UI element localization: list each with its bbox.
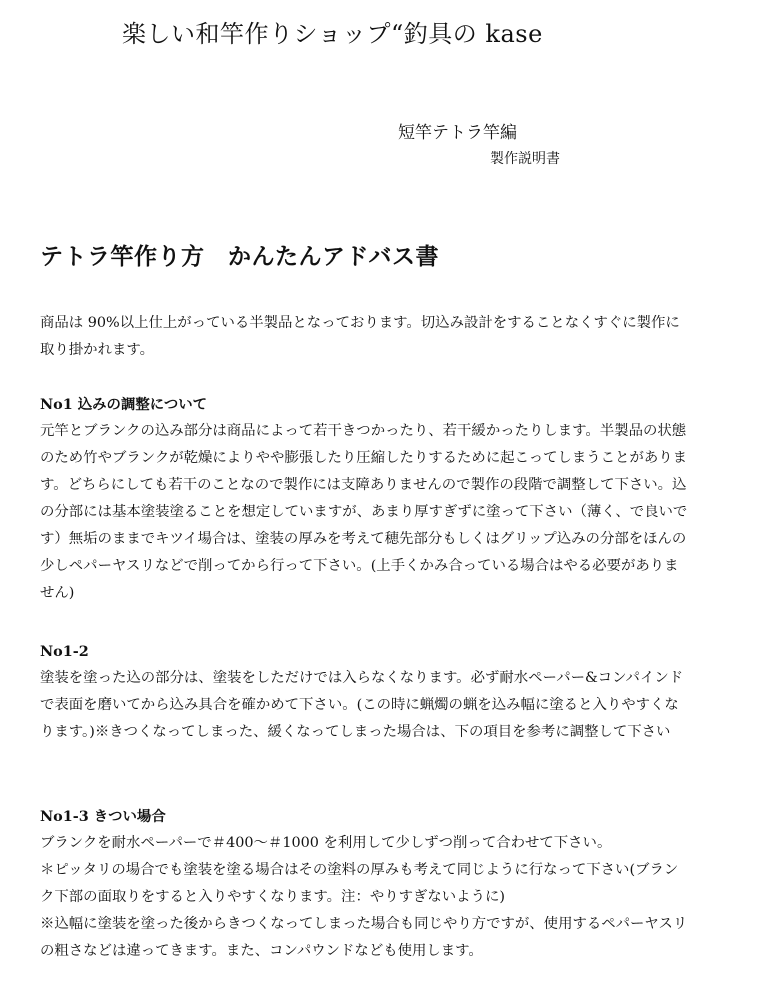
section-paragraph: ブランクを耐水ペーパーで＃400～＃1000 を利用して少しずつ削って合わせて下さい。 bbox=[40, 835, 612, 851]
document-type: 製作説明書 bbox=[490, 151, 560, 167]
section-paragraph: 塗装を塗った込の部分は、塗装をしただけでは入らなくなります。必ず耐水ペーパー&コンパインドで表面を磨いてから込み具合を確かめて下さい。(この時に蝋燭の蝋を込み幅に塗ると入りやすくなります。)※きつくなってしまった、緩くなってしまった場合は、下の項目を参考に調整して下さい bbox=[40, 670, 684, 740]
section-no1 bbox=[40, 391, 692, 607]
section-paragraph: ※込幅に塗装を塗った後からきつくなってしまった場合も同じやり方ですが、使用するペパーヤスリの粗さなどは違ってきます。また、コンパウンドなども使用します。 bbox=[40, 916, 688, 959]
intro-paragraph bbox=[40, 310, 692, 364]
section-paragraph: 元竿とブランクの込み部分は商品によって若干きつかったり、若干緩かったりします。半製品の状態のため竹やブランクが乾燥によりやや膨張したり圧縮したりするために起こってしまうことがあります。どちらにしても若干のことなので製作には支障ありませんので製作の段階で調整して下さい。込の分部には基本塗装塗ることを想定していますが、あまり厚すぎずに塗って下さい（薄く、で良いです）無垢のままでキツイ場合は、塗装の厚みを考えて穂先部分もしくはグリップ込みの分部をほんの少しペパーヤスリなどで削ってから行って下さい。(上手くかみ合っている場合はやる必要がありません) bbox=[40, 423, 688, 601]
section-paragraph: ＊ピッタリの場合でも塗装を塗る場合はその塗料の厚みも考えて同じように行なって下さい(ブランク下部の面取りをすると入りやすくなります。注：やりすぎないように) bbox=[40, 862, 679, 905]
section-no1-3 bbox=[40, 803, 692, 965]
document-subtitle: 短竿テトラ竿編 bbox=[398, 123, 517, 143]
section-heading: No1-3 きつい場合 bbox=[40, 808, 166, 825]
section-no1-2 bbox=[40, 638, 692, 746]
section-heading: No1 込みの調整について bbox=[40, 396, 208, 413]
shop-title: 楽しい和竿作りショップ“釣具の kase bbox=[122, 20, 543, 48]
intro-text: 商品は 90%以上仕上がっている半製品となっております。切込み設計をすることなくすぐに製作に取り掛かれます。 bbox=[40, 315, 680, 358]
section-heading: No1-2 bbox=[40, 643, 89, 660]
main-heading: テトラ竿作り方 かんたんアドバス書 bbox=[40, 244, 440, 270]
